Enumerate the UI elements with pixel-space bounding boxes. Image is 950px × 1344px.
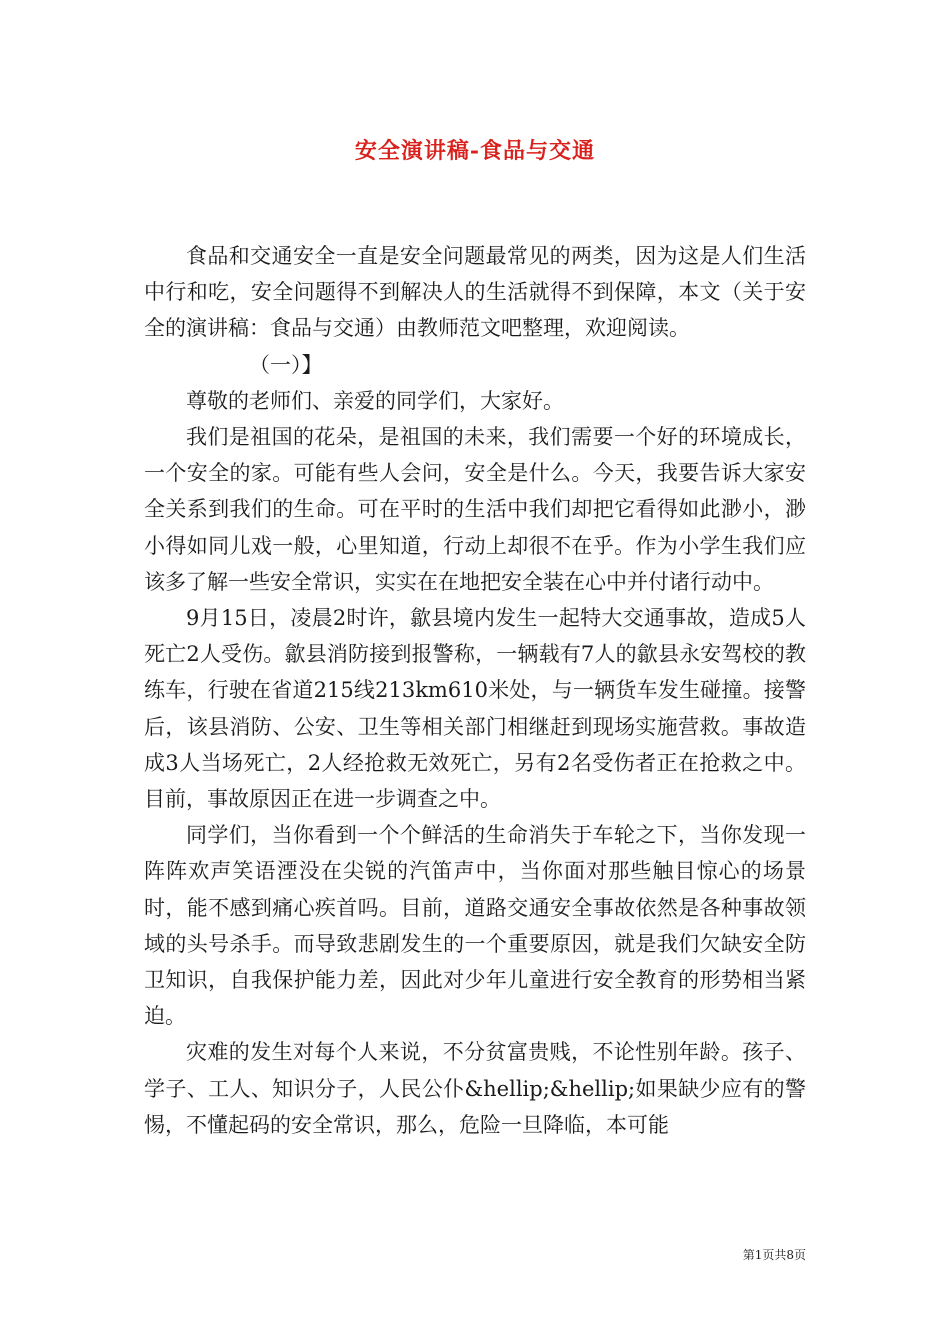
paragraph-intro: 食品和交通安全一直是安全问题最常见的两类，因为这是人们生活中行和吃，安全问题得不到解决人的生活就得不到保障，本文（关于安全的演讲稿：食品与交通）由教师范文吧整理，欢迎阅读。 bbox=[144, 244, 806, 341]
paragraph: 灾难的发生对每个人来说，不分贫富贵贱，不论性别年龄。孩子、学子、工人、知识分子，人民公仆&hellip;&hellip;如果缺少应有的警惕，不懂起码的安全常识，那么，危险一旦降临，本可能 bbox=[144, 1040, 806, 1137]
document-title: 安全演讲稿-食品与交通 bbox=[354, 138, 596, 164]
paragraph-greeting: 尊敬的老师们、亲爱的同学们，大家好。 bbox=[186, 388, 564, 413]
paragraph: 我们是祖国的花朵，是祖国的未来，我们需要一个好的环境成长，一个安全的家。可能有些人会问，安全是什么。今天，我要告诉大家安全关系到我们的生命。可在平时的生活中我们却把它看得如此渺小，渺小得如同儿戏一般，心里知道，行动上却很不在乎。作为小学生我们应该多了解一些安全常识，实实在在地把安全装在心中并付诸行动中。 bbox=[144, 425, 806, 594]
paragraph: 9月15日，凌晨2时许，歙县境内发生一起特大交通事故，造成5人死亡2人受伤。歙县消防接到报警称，一辆载有7人的歙县永安驾校的教练车，行驶在省道215线213km610米处，与一辆货车发生碰撞。接警后，该县消防、公安、卫生等相关部门相继赶到现场实施营救。事故造成3人当场死亡，2人经抢救无效死亡，另有2名受伤者正在抢救之中。目前，事故原因正在进一步调查之中。 bbox=[144, 606, 806, 812]
page-number: 第1页共8页 bbox=[742, 1248, 806, 1262]
document-body bbox=[144, 238, 806, 1143]
section-heading: （一）】 bbox=[249, 352, 323, 377]
paragraph: 同学们，当你看到一个个鲜活的生命消失于车轮之下，当你发现一阵阵欢声笑语湮没在尖锐的汽笛声中，当你面对那些触目惊心的场景时，能不感到痛心疾首吗。目前，道路交通安全事故依然是各种事故领域的头号杀手。而导致悲剧发生的一个重要原因，就是我们欠缺安全防卫知识，自我保护能力差，因此对少年儿童进行安全教育的形势相当紧迫。 bbox=[144, 823, 806, 1029]
